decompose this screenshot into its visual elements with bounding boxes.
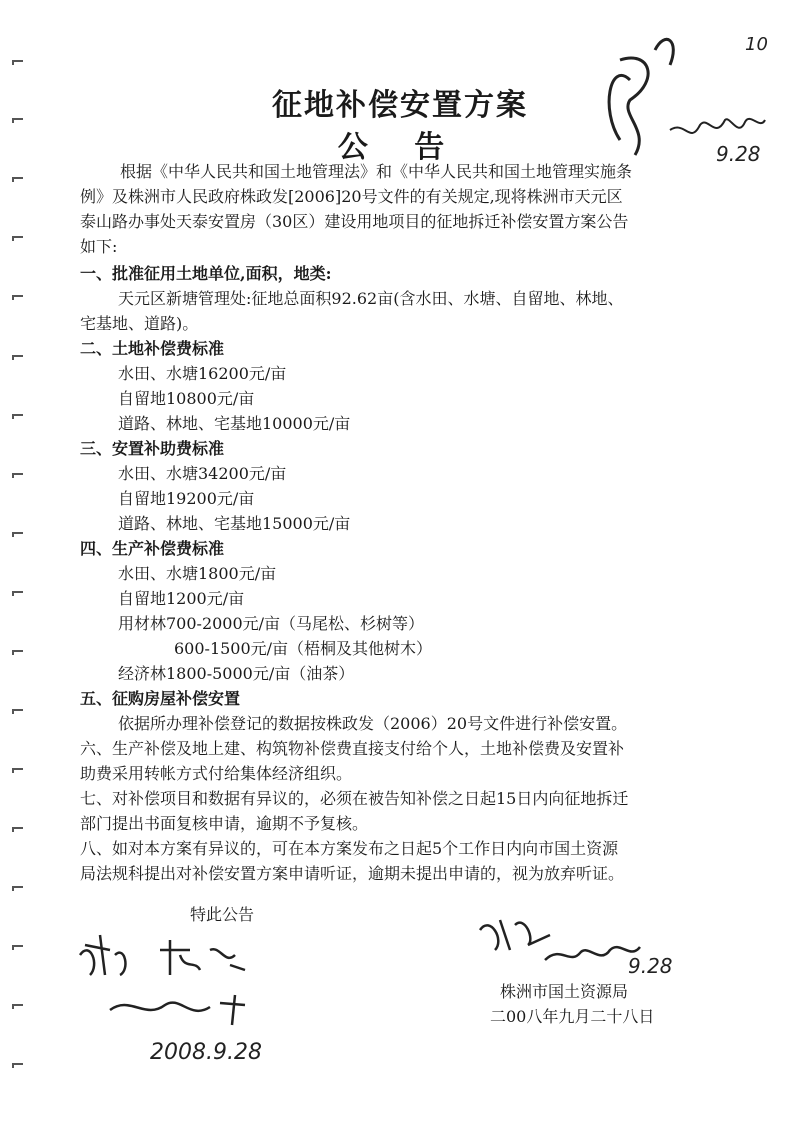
closing-text: 特此公告 bbox=[190, 905, 255, 924]
section-line: 水田、水塘34200元/亩 bbox=[118, 464, 287, 483]
section-line: 水田、水塘16200元/亩 bbox=[118, 364, 287, 383]
paragraph-line: 部门提出书面复核申请，逾期不予复核。 bbox=[80, 814, 369, 833]
section-line: 经济林1800-5000元/亩（油茶） bbox=[118, 664, 355, 683]
document-subtitle: 公 告 bbox=[337, 130, 463, 165]
section-line: 自留地10800元/亩 bbox=[118, 389, 255, 408]
intro-line: 泰山路办事处天泰安置房（30区）建设用地项目的征地拆迁补偿安置方案公告 bbox=[80, 212, 629, 231]
section-line: 宅基地、道路)。 bbox=[80, 314, 199, 333]
intro-line: 如下: bbox=[80, 237, 118, 256]
section-heading: 五、征购房屋补偿安置 bbox=[80, 689, 241, 708]
paragraph-line: 局法规科提出对补偿安置方案申请听证，逾期未提出申请的，视为放弃听证。 bbox=[80, 864, 625, 883]
left-signature bbox=[70, 925, 270, 1045]
section-line: 自留地19200元/亩 bbox=[118, 489, 255, 508]
left-signature-date: 2008.9.28 bbox=[150, 1040, 262, 1065]
paragraph-line: 六、生产补偿及地上建、构筑物补偿费直接支付给个人，土地补偿费及安置补 bbox=[80, 739, 625, 758]
intro-line: 例》及株洲市人民政府株政发[2006]20号文件的有关规定,现将株洲市天元区 bbox=[80, 187, 623, 206]
section-line: 水田、水塘1800元/亩 bbox=[118, 564, 277, 583]
intro-line: 根据《中华人民共和国土地管理法》和《中华人民共和国土地管理实施条 bbox=[120, 162, 633, 181]
section-line: 道路、林地、宅基地15000元/亩 bbox=[118, 514, 351, 533]
section-line: 用材林700-2000元/亩（马尾松、杉树等） bbox=[118, 614, 425, 633]
page-number: 10 bbox=[745, 34, 768, 55]
document-title: 征地补偿安置方案 bbox=[272, 88, 528, 123]
section-line: 依据所办理补偿登记的数据按株政发（2006）20号文件进行补偿安置。 bbox=[118, 714, 628, 733]
section-line: 天元区新塘管理处:征地总面积92.62亩(含水田、水塘、自留地、林地、 bbox=[118, 289, 624, 308]
top-right-date: 9.28 bbox=[716, 142, 761, 166]
paragraph-line: 八、如对本方案有异议的，可在本方案发布之日起5个工作日内向市国土资源 bbox=[80, 839, 619, 858]
section-heading: 二、土地补偿费标准 bbox=[80, 339, 225, 358]
section-line: 600-1500元/亩（梧桐及其他树木） bbox=[174, 639, 433, 658]
section-line: 自留地1200元/亩 bbox=[118, 589, 245, 608]
issue-date: 二00八年九月二十八日 bbox=[490, 1007, 655, 1026]
paragraph-line: 七、对补偿项目和数据有异议的，必须在被告知补偿之日起15日内向征地拆迁 bbox=[80, 789, 629, 808]
section-heading: 一、批准征用土地单位,面积，地类: bbox=[80, 264, 332, 283]
right-signature-date: 9.28 bbox=[628, 954, 673, 978]
section-heading: 三、安置补助费标准 bbox=[80, 439, 225, 458]
issuer: 株洲市国土资源局 bbox=[500, 982, 629, 1001]
paragraph-line: 助费采用转帐方式付给集体经济组织。 bbox=[80, 764, 353, 783]
section-line: 道路、林地、宅基地10000元/亩 bbox=[118, 414, 351, 433]
section-heading: 四、生产补偿费标准 bbox=[80, 539, 225, 558]
